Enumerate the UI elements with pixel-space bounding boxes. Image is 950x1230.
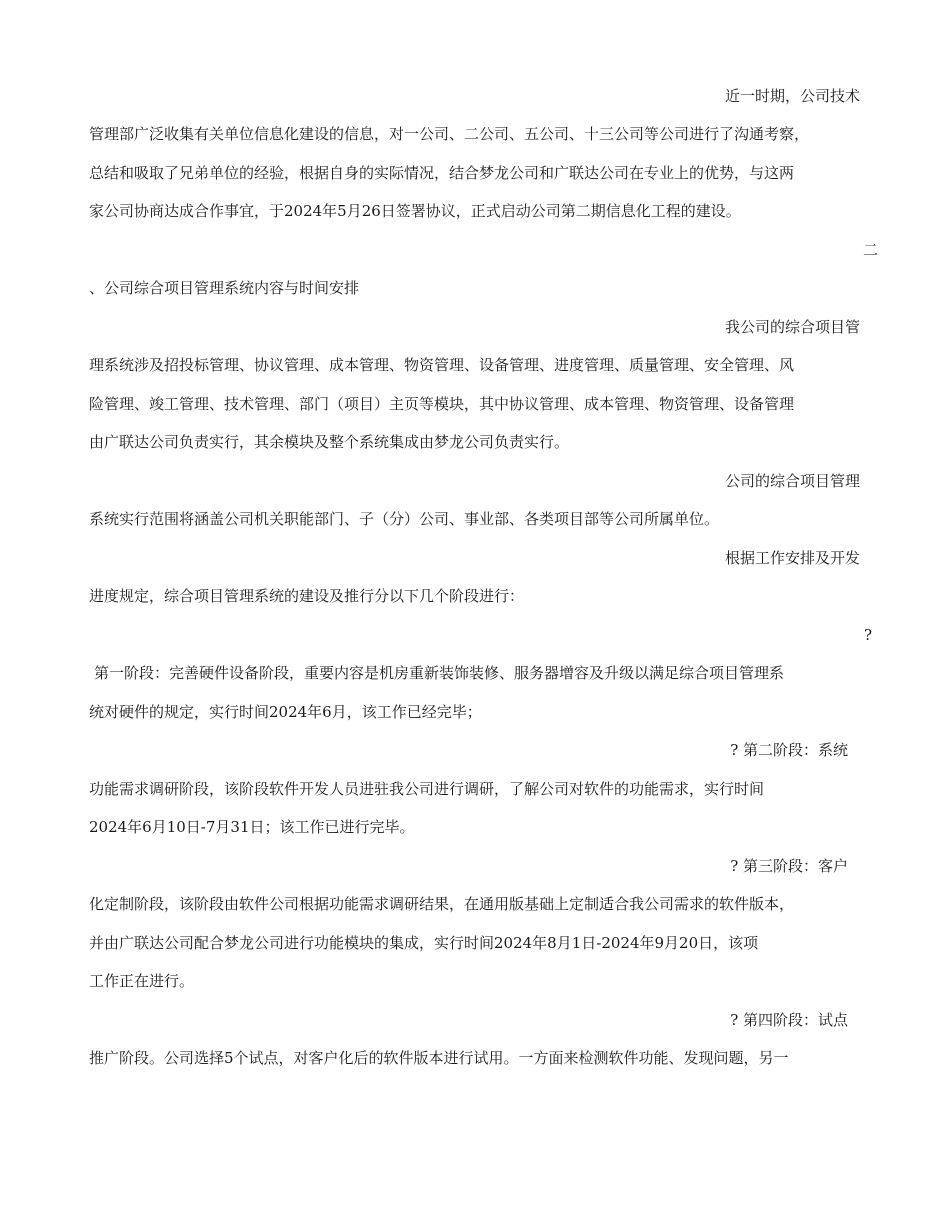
paragraph-line: 进度规定，综合项目管理系统的建设及推行分以下几个阶段进行： (89, 587, 525, 605)
paragraph-line: 根据工作安排及开发 (724, 549, 860, 567)
section-heading: 、公司综合项目管理系统内容与时间安排 (89, 279, 360, 297)
paragraph-line: 公司的综合项目管理 (724, 472, 860, 490)
paragraph-line: 系统实行范围将涵盖公司机关职能部门、子（分）公司、事业部、各类项目部等公司所属单位。 (89, 510, 720, 528)
list-item-line: 功能需求调研阶段，该阶段软件开发人员进驻我公司进行调研，了解公司对软件的功能需求，实行时间 (89, 780, 765, 798)
paragraph-line: 家公司协商达成合作事宜，于2024年5月26日签署协议，正式启动公司第二期信息化工程的建设。 (89, 202, 741, 220)
list-item-line: 工作正在进行。 (89, 972, 195, 990)
paragraph-line: 我公司的综合项目管 (724, 318, 860, 336)
paragraph-line: 由广联达公司负责实行，其余模块及整个系统集成由梦龙公司负责实行。 (89, 433, 570, 451)
list-item-line: 第一阶段：完善硬件设备阶段，重要内容是机房重新装饰装修、服务器增容及升级以满足综合项目管理系 (94, 664, 785, 682)
paragraph-line: 近一时期，公司技术 (724, 87, 860, 105)
list-item-line: ? 第二阶段：系统 (730, 741, 848, 759)
list-item-line: ? 第四阶段：试点 (730, 1011, 848, 1029)
list-item-line: 2024年6月10日-7月31日；该工作已进行完毕。 (89, 818, 415, 836)
list-item-line: ? 第三阶段：客户 (730, 857, 848, 875)
paragraph-line: 理系统涉及招投标管理、协议管理、成本管理、物资管理、设备管理、进度管理、质量管理、安全管理、风 (89, 356, 795, 374)
paragraph-line: 管理部广泛收集有关单位信息化建设的信息，对一公司、二公司、五公司、十三公司等公司进行了沟通考察， (89, 125, 810, 143)
bullet-marker: ? (863, 626, 872, 644)
paragraph-line: 总结和吸取了兄弟单位的经验，根据自身的实际情况，结合梦龙公司和广联达公司在专业上的优势，与这两 (89, 164, 795, 182)
list-item-line: 化定制阶段，该阶段由软件公司根据功能需求调研结果，在通用版基础上定制适合我公司需求的软件版本， (89, 895, 795, 913)
section-number: 二 (862, 241, 878, 259)
paragraph-line: 险管理、竣工管理、技术管理、部门（项目）主页等模块，其中协议管理、成本管理、物资管理、设备管理 (89, 395, 795, 413)
list-item-line: 统对硬件的规定，实行时间2024年6月，该工作已经完毕； (89, 703, 482, 721)
list-item-line: 推广阶段。公司选择5个试点，对客户化后的软件版本进行试用。一方面来检测软件功能、发现问题，另一 (89, 1049, 789, 1067)
list-item-line: 并由广联达公司配合梦龙公司进行功能模块的集成，实行时间2024年8月1日-2024年9月20日，该项 (89, 934, 759, 952)
